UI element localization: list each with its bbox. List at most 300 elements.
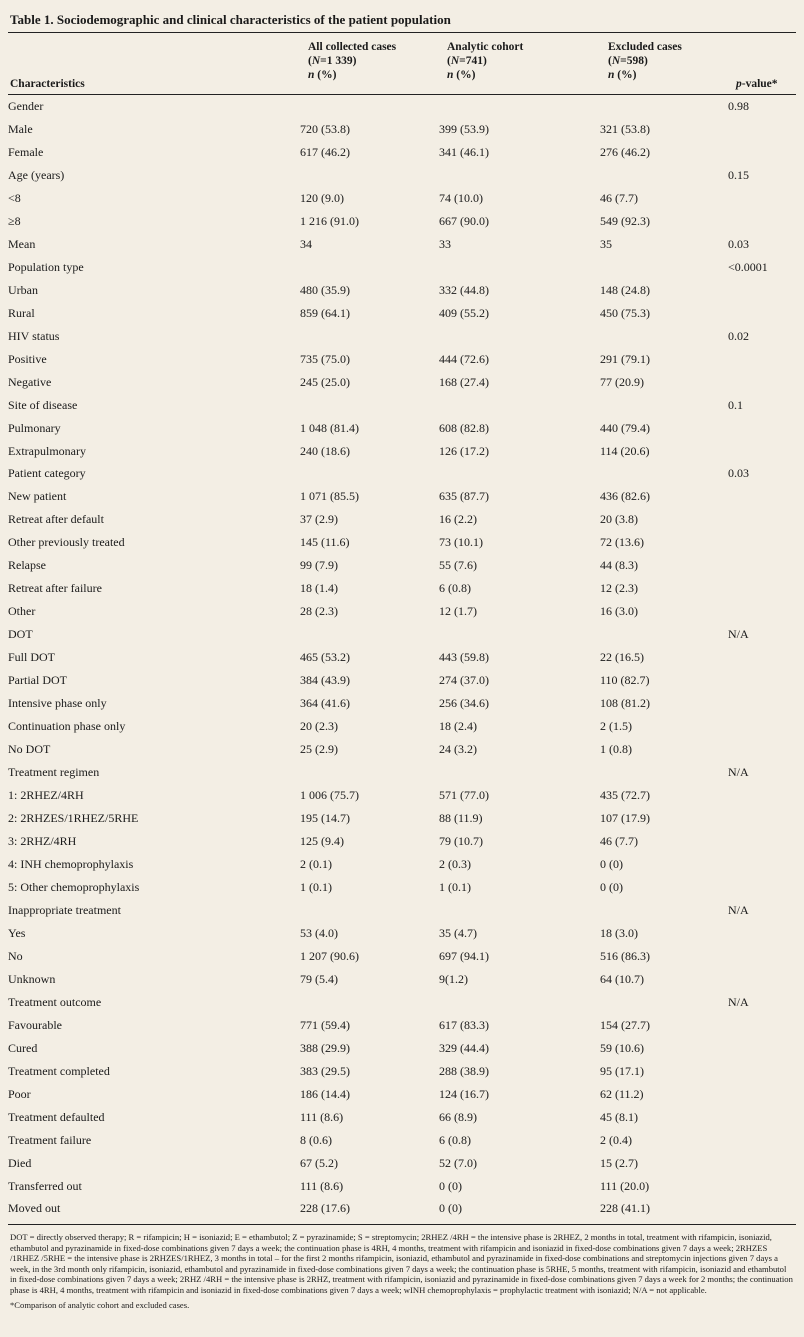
- cell-p-value: [728, 669, 796, 692]
- cell-excluded-cases: [600, 164, 728, 187]
- table-row: [8, 394, 796, 417]
- table-row: [8, 531, 796, 554]
- cell-all-collected: [300, 325, 439, 348]
- cell-excluded-cases: 549 (92.3): [600, 213, 650, 228]
- header-analytic-n: (N=741): [447, 55, 487, 67]
- row-label: 3: 2RHZ/4RH: [8, 833, 77, 848]
- row-label: Partial DOT: [8, 673, 67, 688]
- row-label: Mean: [8, 236, 36, 251]
- cell-excluded-cases: 46 (7.7): [600, 190, 638, 205]
- cell-excluded-cases: 276 (46.2): [600, 144, 650, 159]
- row-label: Site of disease: [8, 397, 78, 412]
- cell-analytic-cohort: 256 (34.6): [439, 696, 489, 711]
- table-row: [8, 922, 796, 945]
- cell-excluded-cases: 110 (82.7): [600, 673, 650, 688]
- data-table: [8, 95, 796, 1220]
- cell-analytic-cohort: 288 (38.9): [439, 1063, 489, 1078]
- cell-p-value: [728, 371, 796, 394]
- cell-analytic-cohort: [439, 256, 600, 279]
- cell-p-value: [728, 508, 796, 531]
- cell-p-value: [728, 853, 796, 876]
- cell-analytic-cohort: [439, 991, 600, 1014]
- cell-analytic-cohort: 6 (0.8): [439, 581, 471, 596]
- cell-p-value: [728, 1152, 796, 1175]
- cell-p-value: [728, 348, 796, 371]
- cell-all-collected: 2 (0.1): [300, 856, 332, 871]
- footnotes: [10, 1232, 794, 1314]
- table-row: [8, 600, 796, 623]
- row-label: Full DOT: [8, 650, 56, 665]
- cell-excluded-cases: 0 (0): [600, 856, 623, 871]
- cell-p-value: N/A: [728, 994, 749, 1009]
- cell-analytic-cohort: 617 (83.3): [439, 1017, 489, 1032]
- cell-excluded-cases: 107 (17.9): [600, 811, 650, 826]
- cell-all-collected: 79 (5.4): [300, 971, 338, 986]
- cell-p-value: [728, 531, 796, 554]
- cell-analytic-cohort: 2 (0.3): [439, 856, 471, 871]
- table-row: [8, 417, 796, 440]
- cell-p-value: [728, 440, 796, 463]
- cell-all-collected: 99 (7.9): [300, 558, 338, 573]
- cell-p-value: [728, 302, 796, 325]
- cell-all-collected: 245 (25.0): [300, 374, 350, 389]
- table-row: [8, 1060, 796, 1083]
- cell-analytic-cohort: 341 (46.1): [439, 144, 489, 159]
- cell-all-collected: 34: [300, 236, 312, 251]
- cell-all-collected: 1 (0.1): [300, 879, 332, 894]
- table-row: [8, 348, 796, 371]
- table-row: [8, 1083, 796, 1106]
- table-row: [8, 210, 796, 233]
- row-label: Moved out: [8, 1201, 61, 1216]
- cell-excluded-cases: 15 (2.7): [600, 1155, 638, 1170]
- row-label: No: [8, 948, 23, 963]
- cell-p-value: 0.03: [728, 236, 749, 251]
- cell-p-value: [728, 118, 796, 141]
- cell-all-collected: 25 (2.9): [300, 742, 338, 757]
- cell-p-value: [728, 830, 796, 853]
- table-row: [8, 1129, 796, 1152]
- cell-analytic-cohort: 443 (59.8): [439, 650, 489, 665]
- cell-excluded-cases: 62 (11.2): [600, 1086, 644, 1101]
- comparison-note: *Comparison of analytic cohort and excluded cases.: [10, 1299, 190, 1310]
- row-label: Poor: [8, 1086, 31, 1101]
- row-label: Treatment defaulted: [8, 1109, 105, 1124]
- cell-all-collected: 1 216 (91.0): [300, 213, 359, 228]
- cell-p-value: [728, 1083, 796, 1106]
- cell-excluded-cases: 45 (8.1): [600, 1109, 638, 1124]
- cell-all-collected: 228 (17.6): [300, 1201, 350, 1216]
- cell-analytic-cohort: 79 (10.7): [439, 833, 483, 848]
- cell-p-value: [728, 1175, 796, 1198]
- table-row: [8, 945, 796, 968]
- cell-p-value: N/A: [728, 902, 749, 917]
- cell-analytic-cohort: 35 (4.7): [439, 925, 477, 940]
- cell-excluded-cases: 228 (41.1): [600, 1201, 650, 1216]
- cell-all-collected: 720 (53.8): [300, 121, 350, 136]
- cell-excluded-cases: [600, 325, 728, 348]
- cell-all-collected: 735 (75.0): [300, 351, 350, 366]
- row-label: Treatment completed: [8, 1063, 110, 1078]
- cell-all-collected: 8 (0.6): [300, 1132, 332, 1147]
- row-label: Positive: [8, 351, 47, 366]
- cell-all-collected: 859 (64.1): [300, 305, 350, 320]
- row-label: Died: [8, 1155, 32, 1170]
- cell-analytic-cohort: [439, 325, 600, 348]
- row-label: Gender: [8, 98, 44, 113]
- cell-analytic-cohort: 74 (10.0): [439, 190, 483, 205]
- row-label: 4: INH chemoprophylaxis: [8, 856, 134, 871]
- cell-p-value: [728, 784, 796, 807]
- cell-excluded-cases: 2 (1.5): [600, 719, 632, 734]
- cell-p-value: [728, 692, 796, 715]
- cell-analytic-cohort: 409 (55.2): [439, 305, 489, 320]
- cell-analytic-cohort: 329 (44.4): [439, 1040, 489, 1055]
- row-label: Age (years): [8, 167, 65, 182]
- cell-excluded-cases: 64 (10.7): [600, 971, 644, 986]
- cell-p-value: [728, 922, 796, 945]
- table-row: [8, 508, 796, 531]
- row-label: Unknown: [8, 971, 56, 986]
- cell-excluded-cases: 1 (0.8): [600, 742, 632, 757]
- bottom-rule: [8, 1224, 796, 1225]
- cell-all-collected: 384 (43.9): [300, 673, 350, 688]
- cell-excluded-cases: 321 (53.8): [600, 121, 650, 136]
- cell-analytic-cohort: 52 (7.0): [439, 1155, 477, 1170]
- cell-excluded-cases: 95 (17.1): [600, 1063, 644, 1078]
- cell-p-value: [728, 279, 796, 302]
- cell-excluded-cases: [600, 463, 728, 486]
- cell-analytic-cohort: 168 (27.4): [439, 374, 489, 389]
- cell-excluded-cases: [600, 761, 728, 784]
- cell-excluded-cases: [600, 394, 728, 417]
- cell-p-value: <0.0001: [728, 259, 768, 274]
- cell-p-value: [728, 1060, 796, 1083]
- header-all-collected-label: All collected cases: [308, 41, 397, 53]
- cell-analytic-cohort: 66 (8.9): [439, 1109, 477, 1124]
- cell-p-value: [728, 187, 796, 210]
- cell-p-value: N/A: [728, 627, 749, 642]
- row-label: DOT: [8, 627, 33, 642]
- cell-excluded-cases: 12 (2.3): [600, 581, 638, 596]
- cell-all-collected: 1 207 (90.6): [300, 948, 359, 963]
- row-label: Continuation phase only: [8, 719, 126, 734]
- cell-excluded-cases: [600, 623, 728, 646]
- cell-excluded-cases: 77 (20.9): [600, 374, 644, 389]
- table-row: [8, 876, 796, 899]
- table-row: [8, 1037, 796, 1060]
- cell-analytic-cohort: 444 (72.6): [439, 351, 489, 366]
- row-label: Female: [8, 144, 44, 159]
- cell-excluded-cases: [600, 256, 728, 279]
- row-label: <8: [8, 190, 21, 205]
- row-label: Favourable: [8, 1017, 62, 1032]
- row-label: Urban: [8, 282, 38, 297]
- cell-excluded-cases: 35: [600, 236, 612, 251]
- header-all-collected-n: (N=1 339): [308, 55, 357, 67]
- cell-excluded-cases: 154 (27.7): [600, 1017, 650, 1032]
- cell-p-value: [728, 141, 796, 164]
- header-all-collected-unit: n (%): [308, 69, 337, 81]
- table-row: [8, 1152, 796, 1175]
- table-title: Table 1. Sociodemographic and clinical characteristics of the patient population: [10, 12, 451, 27]
- table-row: [8, 440, 796, 463]
- cell-excluded-cases: 59 (10.6): [600, 1040, 644, 1055]
- cell-all-collected: 771 (59.4): [300, 1017, 350, 1032]
- cell-analytic-cohort: [439, 164, 600, 187]
- row-label: ≥8: [8, 213, 21, 228]
- cell-excluded-cases: 16 (3.0): [600, 604, 638, 619]
- cell-p-value: [728, 1014, 796, 1037]
- table-body: [8, 95, 796, 1220]
- cell-analytic-cohort: 608 (82.8): [439, 420, 489, 435]
- table-row: [8, 784, 796, 807]
- table-row: [8, 692, 796, 715]
- table-row: [8, 577, 796, 600]
- cell-analytic-cohort: 88 (11.9): [439, 811, 483, 826]
- cell-analytic-cohort: 399 (53.9): [439, 121, 489, 136]
- cell-all-collected: 364 (41.6): [300, 696, 350, 711]
- cell-analytic-cohort: [439, 899, 600, 922]
- cell-all-collected: 18 (1.4): [300, 581, 338, 596]
- cell-excluded-cases: 44 (8.3): [600, 558, 638, 573]
- header-excluded-cases: [608, 40, 682, 82]
- row-label: Patient category: [8, 466, 86, 481]
- cell-p-value: [728, 1198, 796, 1221]
- header-excluded-unit: n (%): [608, 69, 637, 81]
- cell-all-collected: 67 (5.2): [300, 1155, 338, 1170]
- cell-p-value: [728, 945, 796, 968]
- cell-all-collected: 480 (35.9): [300, 282, 350, 297]
- cell-p-value: [728, 1037, 796, 1060]
- header-analytic-label: Analytic cohort: [447, 41, 524, 53]
- cell-excluded-cases: 450 (75.3): [600, 305, 650, 320]
- table-row: [8, 554, 796, 577]
- row-label: Intensive phase only: [8, 696, 107, 711]
- row-label: 5: Other chemoprophylaxis: [8, 879, 140, 894]
- cell-all-collected: 1 006 (75.7): [300, 788, 359, 803]
- cell-excluded-cases: 0 (0): [600, 879, 623, 894]
- cell-all-collected: 120 (9.0): [300, 190, 344, 205]
- table-row: [8, 738, 796, 761]
- table-row: [8, 761, 796, 784]
- cell-analytic-cohort: 1 (0.1): [439, 879, 471, 894]
- table-row: [8, 118, 796, 141]
- cell-all-collected: 617 (46.2): [300, 144, 350, 159]
- cell-p-value: [728, 738, 796, 761]
- row-label: 2: 2RHZES/1RHEZ/5RHE: [8, 811, 139, 826]
- table-row: [8, 256, 796, 279]
- cell-excluded-cases: 148 (24.8): [600, 282, 650, 297]
- cell-analytic-cohort: 124 (16.7): [439, 1086, 489, 1101]
- cell-analytic-cohort: [439, 623, 600, 646]
- header-all-collected: [308, 40, 396, 82]
- cell-all-collected: [300, 623, 439, 646]
- cell-p-value: [728, 715, 796, 738]
- cell-all-collected: [300, 95, 439, 118]
- cell-p-value: [728, 417, 796, 440]
- row-label: Treatment failure: [8, 1132, 92, 1147]
- cell-all-collected: 383 (29.5): [300, 1063, 350, 1078]
- cell-all-collected: [300, 394, 439, 417]
- table-row: [8, 95, 796, 118]
- top-rule: [8, 32, 796, 33]
- header-excluded-label: Excluded cases: [608, 41, 682, 53]
- table-row: [8, 279, 796, 302]
- cell-analytic-cohort: 55 (7.6): [439, 558, 477, 573]
- row-label: No DOT: [8, 742, 51, 757]
- cell-analytic-cohort: 0 (0): [439, 1201, 462, 1216]
- row-label: Treatment outcome: [8, 994, 102, 1009]
- cell-p-value: [728, 554, 796, 577]
- cell-excluded-cases: 18 (3.0): [600, 925, 638, 940]
- table-row: [8, 669, 796, 692]
- cell-analytic-cohort: 126 (17.2): [439, 443, 489, 458]
- cell-all-collected: [300, 164, 439, 187]
- header-excluded-n: (N=598): [608, 55, 648, 67]
- cell-excluded-cases: 291 (79.1): [600, 351, 650, 366]
- cell-analytic-cohort: 697 (94.1): [439, 948, 489, 963]
- abbreviations-note: DOT = directly observed therapy; R = rifampicin; H = isoniazid; E = ethambutol; Z = pyrazinamide; S = streptomycin; 2RHEZ /4RH = the intensive phase is 2RHEZ, 2 months in total, treatment with rifampicin, isoniazid, ethambutol and pyrazinamide in fixed-dose combinations given 7 days a week; the continuation phase is 4RH, 4 months, treatment with rifampicin and isoniazid in fixed-dose combinations given 7 days a week; 2RHZES /1RHEZ /5RHE = the intensive phase is 2RHZES/1RHEZ, 3 months in total – for the first 2 months rifampicin, isoniazid, ethambutol and pyrazinamide in fixed-dose combinations and streptomycin injections given 7 days a week, in the 3rd month only rifampicin, isoniazid, ethambutol and pyrazinamide in fixed-dose combinations given 7 days a week; the continuation phase is 5RHE, 5 months, treatment with rifampicin, isoniazid and ethambutol in fixed-dose combinations given 7 days a week; 2RHZ /4RH = the intensive phase is 2RHZ, treatment with rifampicin, isoniazid and pyrazinamide in fixed-dose combinations given 7 days a week for 2 months; the continuation phase is 4RH, 4 months, treatment with rifampicin and isoniazid in fixed-dose combinations given 7 days a week; wINH chemoprophylaxis = prophylactic treatment with isoniazid; N/A = not applicable.: [10, 1232, 793, 1295]
- cell-excluded-cases: 440 (79.4): [600, 420, 650, 435]
- header-p-value: p-value*: [736, 78, 778, 90]
- row-label: Relapse: [8, 558, 46, 573]
- table-row: [8, 830, 796, 853]
- cell-excluded-cases: [600, 95, 728, 118]
- row-label: Negative: [8, 374, 52, 389]
- row-label: Transferred out: [8, 1178, 82, 1193]
- table-row: [8, 1106, 796, 1129]
- cell-all-collected: 20 (2.3): [300, 719, 338, 734]
- row-label: Cured: [8, 1040, 38, 1055]
- cell-all-collected: 1 071 (85.5): [300, 489, 359, 504]
- table-row: [8, 715, 796, 738]
- cell-p-value: 0.15: [728, 167, 749, 182]
- cell-all-collected: [300, 463, 439, 486]
- table-row: [8, 899, 796, 922]
- cell-all-collected: 125 (9.4): [300, 833, 344, 848]
- row-label: Inappropriate treatment: [8, 902, 121, 917]
- cell-p-value: [728, 600, 796, 623]
- header-analytic-cohort: [447, 40, 523, 82]
- row-label: Extrapulmonary: [8, 443, 86, 458]
- cell-analytic-cohort: 9(1.2): [439, 971, 468, 986]
- cell-all-collected: [300, 899, 439, 922]
- cell-p-value: 0.03: [728, 466, 749, 481]
- cell-all-collected: 388 (29.9): [300, 1040, 350, 1055]
- row-label: Retreat after failure: [8, 581, 102, 596]
- cell-p-value: [728, 1106, 796, 1129]
- cell-all-collected: 465 (53.2): [300, 650, 350, 665]
- table-row: [8, 485, 796, 508]
- table-row: [8, 991, 796, 1014]
- cell-analytic-cohort: 571 (77.0): [439, 788, 489, 803]
- cell-all-collected: 28 (2.3): [300, 604, 338, 619]
- table-row: [8, 233, 796, 256]
- cell-all-collected: 1 048 (81.4): [300, 420, 359, 435]
- table-row: [8, 646, 796, 669]
- table-row: [8, 1198, 796, 1221]
- header-analytic-unit: n (%): [447, 69, 476, 81]
- cell-excluded-cases: 46 (7.7): [600, 833, 638, 848]
- cell-all-collected: [300, 256, 439, 279]
- cell-p-value: [728, 646, 796, 669]
- table-row: [8, 853, 796, 876]
- cell-p-value: [728, 577, 796, 600]
- cell-excluded-cases: 72 (13.6): [600, 535, 644, 550]
- cell-all-collected: [300, 761, 439, 784]
- cell-excluded-cases: 436 (82.6): [600, 489, 650, 504]
- cell-excluded-cases: 114 (20.6): [600, 443, 650, 458]
- cell-analytic-cohort: 635 (87.7): [439, 489, 489, 504]
- cell-all-collected: 53 (4.0): [300, 925, 338, 940]
- row-label: Population type: [8, 259, 84, 274]
- cell-p-value: 0.02: [728, 328, 749, 343]
- cell-excluded-cases: [600, 991, 728, 1014]
- row-label: 1: 2RHEZ/4RH: [8, 788, 84, 803]
- cell-excluded-cases: 22 (16.5): [600, 650, 644, 665]
- cell-all-collected: 111 (8.6): [300, 1178, 344, 1193]
- cell-p-value: [728, 807, 796, 830]
- row-label: Treatment regimen: [8, 765, 100, 780]
- cell-analytic-cohort: 6 (0.8): [439, 1132, 471, 1147]
- table-row: [8, 187, 796, 210]
- cell-p-value: [728, 485, 796, 508]
- cell-analytic-cohort: 33: [439, 236, 451, 251]
- cell-analytic-cohort: 12 (1.7): [439, 604, 477, 619]
- cell-analytic-cohort: [439, 761, 600, 784]
- cell-analytic-cohort: [439, 394, 600, 417]
- cell-analytic-cohort: 24 (3.2): [439, 742, 477, 757]
- cell-excluded-cases: 111 (20.0): [600, 1178, 650, 1193]
- row-label: Yes: [8, 925, 26, 940]
- cell-analytic-cohort: 0 (0): [439, 1178, 462, 1193]
- row-label: HIV status: [8, 328, 60, 343]
- cell-all-collected: 145 (11.6): [300, 535, 350, 550]
- cell-p-value: 0.1: [728, 397, 743, 412]
- cell-p-value: N/A: [728, 765, 749, 780]
- row-label: Other: [8, 604, 36, 619]
- cell-analytic-cohort: 73 (10.1): [439, 535, 483, 550]
- cell-all-collected: 37 (2.9): [300, 512, 338, 527]
- cell-p-value: [728, 1129, 796, 1152]
- cell-excluded-cases: [600, 899, 728, 922]
- cell-analytic-cohort: 16 (2.2): [439, 512, 477, 527]
- cell-analytic-cohort: 18 (2.4): [439, 719, 477, 734]
- row-label: Pulmonary: [8, 420, 61, 435]
- table-row: [8, 968, 796, 991]
- cell-p-value: [728, 210, 796, 233]
- cell-excluded-cases: 108 (81.2): [600, 696, 650, 711]
- table-row: [8, 623, 796, 646]
- table-row: [8, 141, 796, 164]
- cell-analytic-cohort: [439, 463, 600, 486]
- table-row: [8, 325, 796, 348]
- cell-excluded-cases: 516 (86.3): [600, 948, 650, 963]
- table-row: [8, 463, 796, 486]
- cell-all-collected: 240 (18.6): [300, 443, 350, 458]
- row-label: Retreat after default: [8, 512, 104, 527]
- table-row: [8, 1014, 796, 1037]
- row-label: Rural: [8, 305, 35, 320]
- cell-excluded-cases: 20 (3.8): [600, 512, 638, 527]
- cell-excluded-cases: 2 (0.4): [600, 1132, 632, 1147]
- header-characteristics: Characteristics: [10, 78, 85, 90]
- cell-excluded-cases: 435 (72.7): [600, 788, 650, 803]
- cell-all-collected: 195 (14.7): [300, 811, 350, 826]
- table-row: [8, 1175, 796, 1198]
- cell-analytic-cohort: 332 (44.8): [439, 282, 489, 297]
